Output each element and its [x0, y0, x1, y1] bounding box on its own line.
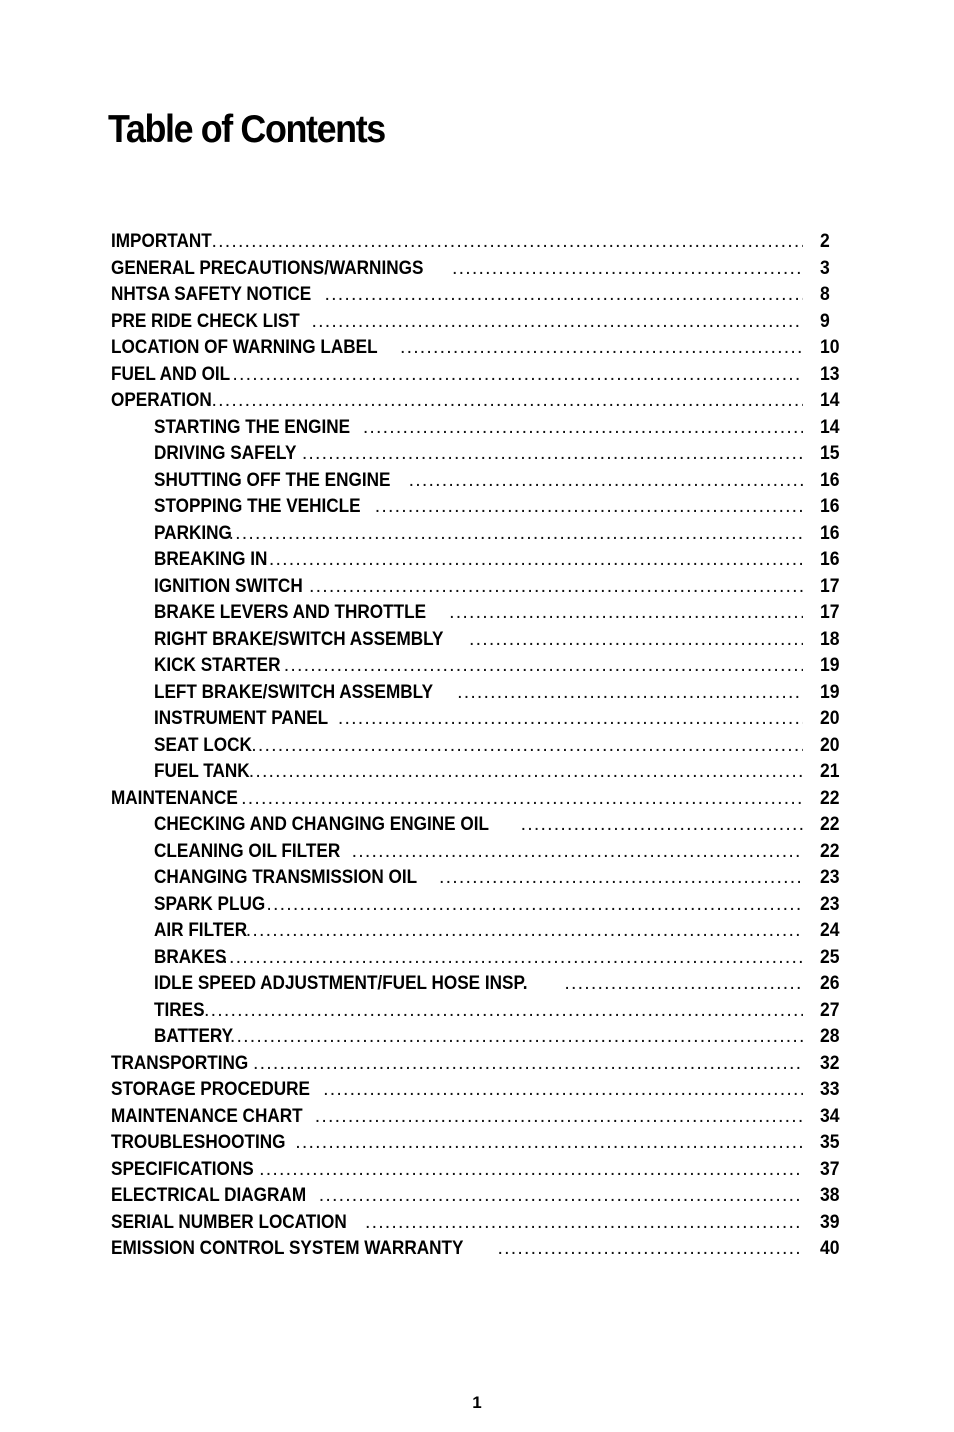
dot-leader	[449, 599, 803, 626]
toc-leader-line	[111, 1129, 803, 1156]
toc-leader-line	[154, 891, 803, 918]
toc-leader-line	[111, 1235, 803, 1262]
dot-leader	[228, 520, 803, 547]
toc-entry-title: PRE RIDE CHECK LIST	[111, 309, 300, 332]
toc-subentry[interactable]	[111, 626, 871, 653]
toc-entry-page: 21	[820, 760, 840, 782]
dot-leader	[241, 785, 803, 812]
toc-entry-title: BREAKING IN	[154, 548, 268, 570]
toc-subentry[interactable]	[111, 679, 871, 706]
dot-leader	[284, 652, 803, 679]
toc-entry-page: 26	[820, 972, 840, 994]
toc-subentry[interactable]	[111, 917, 871, 944]
toc-subentry[interactable]	[111, 414, 871, 441]
toc-entry-title: SHUTTING OFF THE ENGINE	[154, 468, 391, 491]
dot-leader	[266, 891, 803, 918]
toc-entry-page: 14	[820, 415, 840, 438]
toc-leader-line	[154, 811, 803, 838]
toc-entry-title: STORAGE PROCEDURE	[111, 1078, 310, 1100]
toc-entry-title: ELECTRICAL DIAGRAM	[111, 1184, 307, 1206]
table-of-contents	[111, 228, 871, 1262]
toc-leader-line	[154, 520, 803, 547]
toc-entry-page: 16	[820, 521, 840, 544]
dot-leader	[498, 1235, 804, 1262]
toc-leader-line	[111, 1076, 803, 1103]
dot-leader	[452, 255, 803, 282]
toc-leader-line	[154, 997, 803, 1024]
dot-leader	[251, 732, 803, 759]
toc-entry-title: FUEL AND OIL	[111, 362, 231, 385]
dot-leader	[249, 758, 803, 785]
toc-leader-line	[111, 281, 803, 308]
toc-entry-page: 34	[820, 1104, 840, 1127]
toc-entry-page: 9	[820, 309, 830, 332]
dot-leader	[232, 361, 803, 388]
toc-entry-title: TRANSPORTING	[111, 1051, 249, 1074]
toc-entry[interactable]	[111, 1076, 871, 1103]
toc-entry-title: EMISSION CONTROL SYSTEM WARRANTY	[111, 1237, 464, 1259]
toc-entry[interactable]	[111, 1209, 871, 1236]
toc-entry-page: 3	[820, 256, 830, 279]
dot-leader	[312, 308, 803, 335]
toc-entry[interactable]	[111, 785, 871, 812]
toc-entry-page: 19	[820, 654, 840, 676]
toc-subentry[interactable]	[111, 944, 871, 971]
toc-entry-page: 23	[820, 892, 840, 915]
dot-leader	[211, 387, 803, 414]
toc-entry-page: 38	[820, 1184, 840, 1206]
dot-leader	[259, 1156, 803, 1183]
toc-entry-page: 39	[820, 1210, 840, 1233]
toc-entry-title: PARKING	[154, 521, 232, 544]
toc-entry-page: 23	[820, 866, 840, 888]
toc-entry-page: 20	[820, 707, 840, 729]
toc-leader-line	[154, 917, 803, 944]
toc-subentry[interactable]	[111, 758, 871, 785]
toc-entry-title: DRIVING SAFELY	[154, 442, 297, 464]
toc-subentry[interactable]	[111, 493, 871, 520]
toc-entry[interactable]	[111, 361, 871, 388]
dot-leader	[400, 334, 803, 361]
toc-entry-page: 35	[820, 1131, 840, 1153]
toc-entry-title: BATTERY	[154, 1025, 234, 1047]
toc-leader-line	[154, 970, 803, 997]
toc-entry-page: 2	[820, 230, 830, 252]
toc-leader-line	[154, 864, 803, 891]
toc-leader-line	[154, 838, 803, 865]
toc-entry-page: 27	[820, 998, 840, 1021]
toc-subentry[interactable]	[111, 838, 871, 865]
toc-subentry[interactable]	[111, 440, 871, 467]
toc-entry-title: AIR FILTER	[154, 919, 248, 941]
toc-entry[interactable]	[111, 308, 871, 335]
toc-entry-title: LEFT BRAKE/SWITCH ASSEMBLY	[154, 680, 434, 703]
toc-subentry[interactable]	[111, 891, 871, 918]
toc-entry-title: OPERATION	[111, 389, 212, 411]
toc-leader-line	[154, 440, 803, 467]
dot-leader	[253, 1050, 803, 1077]
toc-entry-page: 16	[820, 468, 840, 491]
toc-entry[interactable]	[111, 1050, 871, 1077]
toc-entry-title: RIGHT BRAKE/SWITCH ASSEMBLY	[154, 627, 444, 650]
dot-leader	[352, 838, 803, 865]
toc-leader-line	[111, 1156, 803, 1183]
toc-entry-title: IMPORTANT	[111, 230, 212, 252]
dot-leader	[197, 997, 803, 1024]
toc-entry-title: MAINTENANCE CHART	[111, 1104, 303, 1127]
toc-leader-line	[154, 944, 803, 971]
dot-leader	[521, 811, 803, 838]
toc-entry[interactable]	[111, 387, 871, 414]
toc-entry-page: 25	[820, 945, 840, 968]
toc-leader-line	[111, 1182, 803, 1209]
dot-leader	[323, 1076, 803, 1103]
toc-entry-page: 14	[820, 389, 840, 411]
toc-entry-page: 15	[820, 442, 840, 464]
toc-entry-page: 28	[820, 1025, 840, 1047]
toc-entry[interactable]	[111, 1182, 871, 1209]
dot-leader	[409, 467, 803, 494]
dot-leader	[269, 546, 803, 573]
toc-entry-title: FUEL TANK	[154, 760, 250, 782]
toc-entry-title: CHANGING TRANSMISSION OIL	[154, 866, 418, 888]
toc-leader-line	[154, 573, 803, 600]
toc-subentry[interactable]	[111, 1023, 871, 1050]
toc-leader-line	[111, 361, 803, 388]
toc-entry[interactable]	[111, 281, 871, 308]
dot-leader	[469, 626, 803, 653]
toc-leader-line	[154, 414, 803, 441]
toc-entry-page: 32	[820, 1051, 840, 1074]
toc-leader-line	[154, 679, 803, 706]
toc-entry-page: 10	[820, 336, 840, 358]
toc-entry[interactable]	[111, 255, 871, 282]
toc-leader-line	[154, 652, 803, 679]
dot-leader	[211, 228, 803, 255]
toc-leader-line	[154, 705, 803, 732]
toc-subentry[interactable]	[111, 599, 871, 626]
toc-entry-title: BRAKES	[154, 945, 227, 968]
toc-entry-title: IGNITION SWITCH	[154, 574, 303, 597]
toc-leader-line	[154, 626, 803, 653]
toc-entry-title: MAINTENANCE	[111, 786, 238, 809]
dot-leader	[315, 1103, 803, 1130]
dot-leader	[363, 414, 803, 441]
toc-entry-title: CLEANING OIL FILTER	[154, 839, 341, 862]
toc-subentry[interactable]	[111, 705, 871, 732]
toc-entry-title: CHECKING AND CHANGING ENGINE OIL	[154, 813, 489, 835]
toc-entry[interactable]	[111, 1103, 871, 1130]
dot-leader	[325, 281, 803, 308]
toc-leader-line	[111, 387, 803, 414]
toc-entry[interactable]	[111, 228, 871, 255]
toc-entry-title: LOCATION OF WARNING LABEL	[111, 336, 378, 358]
toc-leader-line	[111, 1103, 803, 1130]
toc-entry-page: 20	[820, 733, 840, 756]
toc-entry[interactable]	[111, 334, 871, 361]
toc-leader-line	[111, 1050, 803, 1077]
toc-subentry[interactable]	[111, 997, 871, 1024]
toc-entry[interactable]	[111, 1129, 871, 1156]
toc-entry-title: INSTRUMENT PANEL	[154, 707, 329, 729]
toc-subentry[interactable]	[111, 864, 871, 891]
toc-entry-title: BRAKE LEVERS AND THROTTLE	[154, 601, 427, 623]
toc-subentry[interactable]	[111, 467, 871, 494]
dot-leader	[457, 679, 803, 706]
toc-subentry[interactable]	[111, 652, 871, 679]
toc-entry-page: 33	[820, 1078, 840, 1100]
toc-leader-line	[111, 308, 803, 335]
dot-leader	[309, 573, 803, 600]
toc-entry-page: 16	[820, 495, 840, 517]
toc-entry-page: 22	[820, 839, 840, 862]
toc-entry-page: 17	[820, 601, 840, 623]
toc-leader-line	[111, 228, 803, 255]
toc-subentry[interactable]	[111, 970, 871, 997]
toc-leader-line	[111, 334, 803, 361]
toc-entry-page: 19	[820, 680, 840, 703]
dot-leader	[564, 970, 803, 997]
toc-entry-title: SERIAL NUMBER LOCATION	[111, 1210, 347, 1233]
toc-entry-page: 40	[820, 1237, 840, 1259]
toc-leader-line	[154, 467, 803, 494]
dot-leader	[439, 864, 803, 891]
toc-entry-page: 17	[820, 574, 840, 597]
toc-leader-line	[154, 599, 803, 626]
toc-entry-title: SPARK PLUG	[154, 892, 266, 915]
page-title: Table of Contents	[108, 108, 385, 151]
toc-entry-title: SPECIFICATIONS	[111, 1157, 254, 1180]
toc-entry-page: 8	[820, 283, 830, 305]
toc-subentry[interactable]	[111, 546, 871, 573]
toc-entry-title: GENERAL PRECAUTIONS/WARNINGS	[111, 256, 424, 279]
toc-entry-page: 22	[820, 813, 840, 835]
toc-leader-line	[154, 546, 803, 573]
toc-leader-line	[154, 493, 803, 520]
toc-entry-title: STOPPING THE VEHICLE	[154, 495, 361, 517]
toc-leader-line	[111, 785, 803, 812]
toc-entry-page: 24	[820, 919, 840, 941]
toc-entry-title: IDLE SPEED ADJUSTMENT/FUEL HOSE INSP.	[154, 972, 528, 994]
toc-subentry[interactable]	[111, 732, 871, 759]
toc-entry-page: 18	[820, 627, 840, 650]
toc-entry-title: TIRES	[154, 998, 205, 1021]
toc-subentry[interactable]	[111, 811, 871, 838]
toc-entry-title: TROUBLESHOOTING	[111, 1131, 286, 1153]
toc-leader-line	[154, 732, 803, 759]
dot-leader	[230, 1023, 803, 1050]
toc-entry-page: 37	[820, 1157, 840, 1180]
toc-subentry[interactable]	[111, 520, 871, 547]
dot-leader	[375, 493, 803, 520]
dot-leader	[319, 1182, 803, 1209]
toc-leader-line	[154, 758, 803, 785]
toc-subentry[interactable]	[111, 573, 871, 600]
dot-leader	[246, 917, 803, 944]
dot-leader	[338, 705, 803, 732]
toc-entry-title: SEAT LOCK	[154, 733, 252, 756]
toc-entry-page: 13	[820, 362, 840, 385]
toc-leader-line	[111, 1209, 803, 1236]
dot-leader	[302, 440, 803, 467]
toc-leader-line	[154, 1023, 803, 1050]
dot-leader	[295, 1129, 803, 1156]
toc-entry-page: 22	[820, 786, 840, 809]
toc-entry-title: KICK STARTER	[154, 654, 281, 676]
toc-entry-page: 16	[820, 548, 840, 570]
toc-entry-title: STARTING THE ENGINE	[154, 415, 351, 438]
toc-entry[interactable]	[111, 1156, 871, 1183]
toc-entry[interactable]	[111, 1235, 871, 1262]
dot-leader	[365, 1209, 803, 1236]
toc-leader-line	[111, 255, 803, 282]
toc-entry-title: NHTSA SAFETY NOTICE	[111, 283, 312, 305]
dot-leader	[222, 944, 803, 971]
page-number: 1	[472, 1393, 482, 1412]
